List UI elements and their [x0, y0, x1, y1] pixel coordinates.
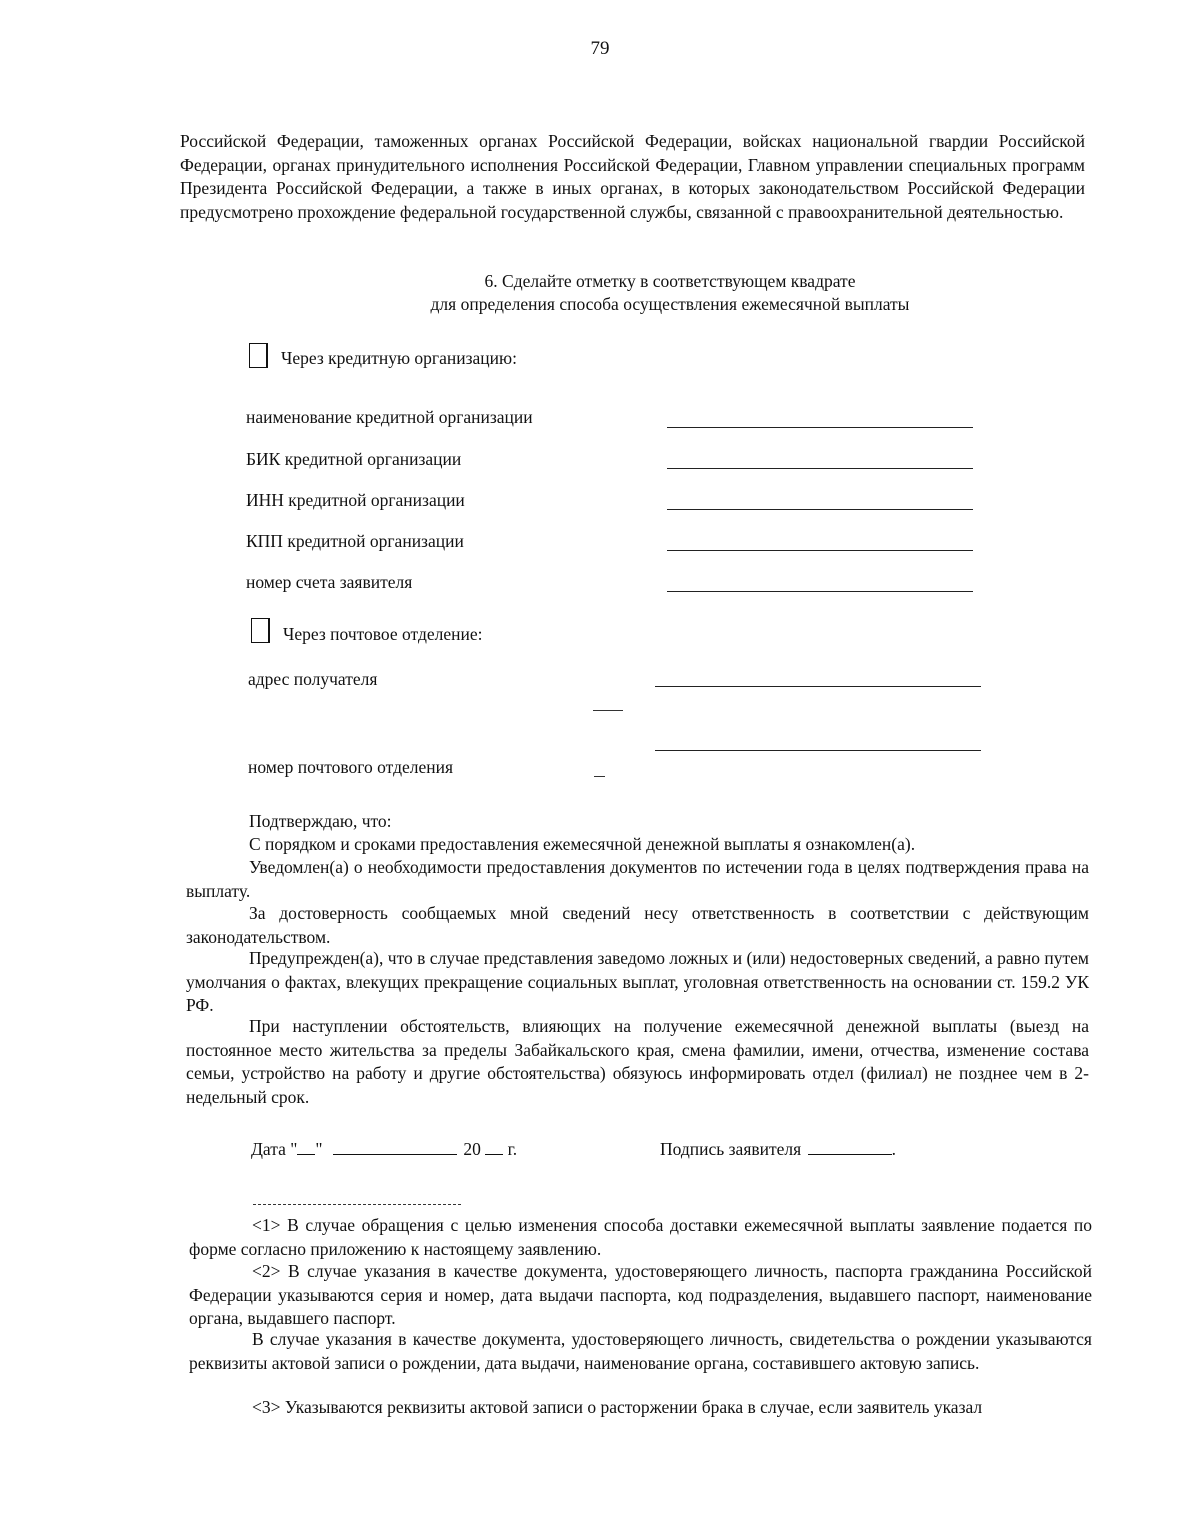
footnote-3: <3> Указываются реквизиты актовой записи о расторжении брака в случае, если заявитель указал	[252, 1397, 983, 1417]
post-office-number-field[interactable]	[594, 776, 605, 777]
date-day-field[interactable]	[297, 1138, 315, 1155]
year-suffix: г.	[507, 1139, 518, 1159]
bank-name-field[interactable]	[667, 427, 973, 428]
signature-row	[660, 1138, 896, 1161]
recipient-address-field-2[interactable]	[655, 750, 981, 751]
recipient-address-label: адрес получателя	[248, 669, 378, 689]
recipient-address-field[interactable]	[655, 686, 981, 687]
post-office-checkbox[interactable]	[251, 618, 270, 643]
kpp-field[interactable]	[667, 550, 973, 551]
credit-organization-checkbox[interactable]	[249, 343, 268, 368]
intro-paragraph: Российской Федерации, таможенных органах Российской Федерации, войсках национальной гвардии Российской Федерации, органах принудительного исполнения Российской Федерации, Главном управлении специальных программ Президента Российской Федерации, а также в иных органах, в которых законодательством Российской Федерации предусмотрено прохождение федеральной государственной службы, связанной с правоохранительной деятельностью.	[180, 131, 1085, 222]
inn-field[interactable]	[667, 509, 973, 510]
account-number-field[interactable]	[667, 591, 973, 592]
confirmation-item-3: За достоверность сообщаемых мной сведений несу ответственность в соответствии с действующим законодательством.	[186, 903, 1089, 947]
credit-organization-label: Через кредитную организацию:	[281, 348, 517, 368]
date-quote-close: "	[315, 1139, 323, 1159]
page-number: 79	[590, 38, 610, 59]
post-office-number-label: номер почтового отделения	[248, 757, 454, 777]
confirmation-intro: Подтверждаю, что:	[249, 811, 392, 831]
signature-field[interactable]	[808, 1138, 892, 1155]
bik-field[interactable]	[667, 468, 973, 469]
post-office-label: Через почтовое отделение:	[283, 624, 483, 644]
account-number-label: номер счета заявителя	[246, 572, 413, 592]
bik-label: БИК кредитной организации	[246, 449, 462, 469]
date-row	[251, 1138, 517, 1161]
confirmation-item-4: Предупрежден(а), что в случае представления заведомо ложных и (или) недостоверных сведений, а равно путем умолчания о фактах, влекущих прекращение социальных выплат, уголовная ответственность на основании ст. 159.2 УК РФ.	[186, 948, 1089, 1015]
footnote-2: <2> В случае указания в качестве документа, удостоверяющего личность, паспорта гражданина Российской Федерации указываются серия и номер, дата выдачи паспорта, код подразделения, выдавшего паспорт, наименование органа, выдавшего паспорт.	[189, 1261, 1092, 1328]
stray-mark	[593, 710, 623, 711]
date-label: Дата "	[251, 1139, 298, 1159]
footnote-1: <1> В случае обращения с целью изменения способа доставки ежемесячной выплаты заявление подается по форме согласно приложению к настоящему заявлению.	[189, 1215, 1092, 1259]
confirmation-item-2: Уведомлен(а) о необходимости предоставления документов по истечении года в целях подтверждения права на выплату.	[186, 857, 1089, 901]
footnote-2-continuation: В случае указания в качестве документа, удостоверяющего личность, свидетельства о рождении указываются реквизиты актовой записи о рождении, дата выдачи, наименование органа, составившего актовую запись.	[189, 1329, 1092, 1373]
bank-name-label: наименование кредитной организации	[246, 407, 533, 427]
signature-end: .	[891, 1139, 896, 1159]
date-month-field[interactable]	[333, 1138, 457, 1155]
section-6-title-line-2: для определения способа осуществления ежемесячной выплаты	[430, 294, 910, 314]
confirmation-item-5: При наступлении обстоятельств, влияющих на получение ежемесячной денежной выплаты (выезд на постоянное место жительства за пределы Забайкальского края, смена фамилии, имени, отчества, изменение состава семьи, устройство на работу и другие обстоятельства) обязуюсь информировать отдел (филиал) не позднее чем в 2-недельный срок.	[186, 1016, 1089, 1107]
section-6-title-line-1: 6. Сделайте отметку в соответствующем квадрате	[484, 271, 856, 291]
date-year-field[interactable]	[485, 1138, 503, 1155]
inn-label: ИНН кредитной организации	[246, 490, 465, 510]
kpp-label: КПП кредитной организации	[246, 531, 464, 551]
year-prefix: 20	[463, 1139, 481, 1159]
confirmation-item-1: С порядком и сроками предоставления ежемесячной денежной выплаты я ознакомлен(а).	[249, 834, 916, 854]
footnote-separator	[253, 1204, 461, 1205]
signature-label: Подпись заявителя	[660, 1139, 802, 1159]
